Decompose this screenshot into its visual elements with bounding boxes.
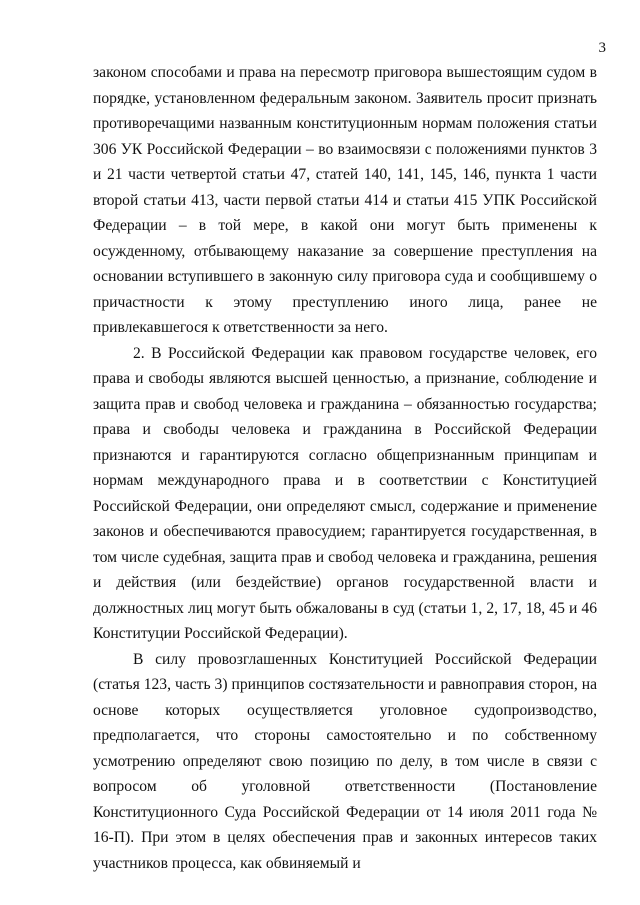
paragraph-principles: В силу провозглашенных Конституцией Российской Федерации (статья 123, часть 3) принципов состязательности и равноправия сторон, на основе которых осуществляется уголовное судопроизводство, предполагается, что стороны самостоятельно и по собственному усмотрению определяют свою позицию по делу, в том числе в связи с вопросом об уголовной ответственности (Постановление Конституционного Суда Российской Федерации от 14 июля 2011 года № 16-П). При этом в целях обеспечения прав и законных интересов таких участников процесса, как обвиняемый и <box>93 650 597 872</box>
document-body <box>93 60 597 876</box>
paragraph-section-2: 2. В Российской Федерации как правовом государстве человек, его права и свободы являются высшей ценностью, а признание, соблюдение и защита прав и свобод человека и гражданина – обязанностью государства; права и свободы человека и гражданина в Российской Федерации признаются и гарантируются согласно общепризнанным принципам и нормам международного права и в соответствии с Конституцией Российской Федерации, они определяют смысл, содержание и применение законов и обеспечиваются правосудием; гарантируется государственная, в том числе судебная, защита прав и свобод человека и гражданина, решения и действия (или бездействие) органов государственной власти и должностных лиц могут быть обжалованы в суд (статьи 1, 2, 17, 18, 45 и 46 Конституции Российской Федерации). <box>93 344 597 642</box>
page-number: 3 <box>598 40 606 56</box>
paragraph-continuation: законом способами и права на пересмотр приговора вышестоящим судом в порядке, установленном федеральным законом. Заявитель просит признать противоречащими названным конституционным нормам положения статьи 306 УК Российской Федерации – во взаимосвязи с положениями пунктов 3 и 21 части четвертой статьи 47, статей 140, 141, 145, 146, пункта 1 части второй статьи 413, части первой статьи 414 и статьи 415 УПК Российской Федерации – в той мере, в какой они могут быть применены к осужденному, отбывающему наказание за совершение преступления на основании вступившего в законную силу приговора суда и сообщившему о причастности к этому преступлению иного лица, ранее не привлекавшегося к ответственности за него. <box>93 64 597 336</box>
